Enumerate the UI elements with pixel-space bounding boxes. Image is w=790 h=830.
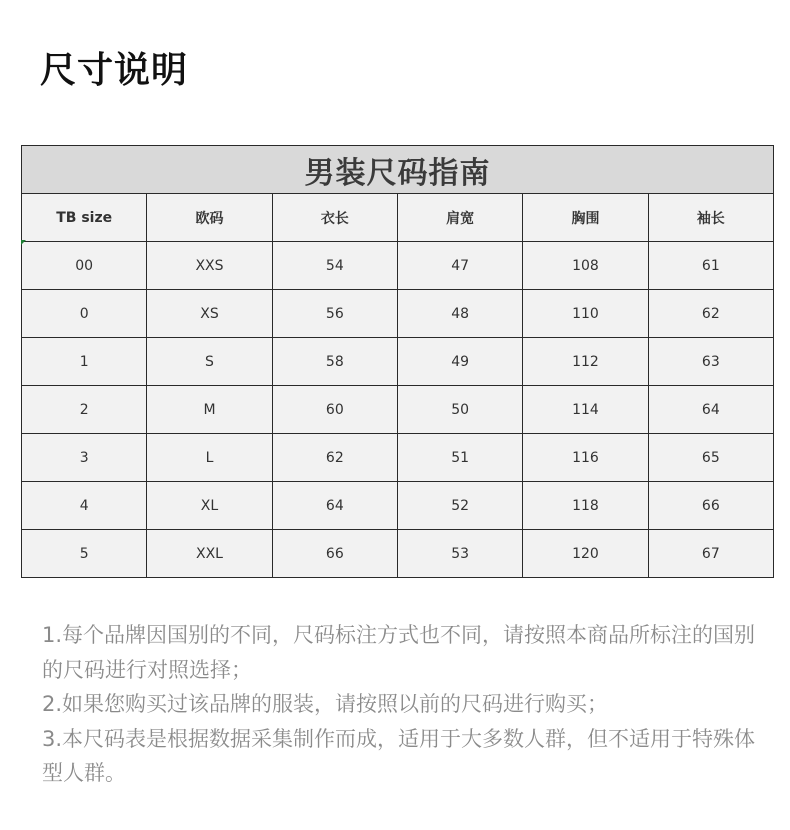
table-cell: 53 <box>397 530 522 578</box>
table-cell: 56 <box>272 290 397 338</box>
table-cell: 3 <box>22 434 147 482</box>
header-eu-size: 欧码 <box>147 194 272 242</box>
note-item: 2.如果您购买过该品牌的服装，请按照以前的尺码进行购买； <box>42 692 609 716</box>
table-cell: 00 <box>22 242 147 290</box>
table-row <box>22 434 774 482</box>
table-row <box>22 386 774 434</box>
table-cell: 108 <box>523 242 648 290</box>
table-cell: 62 <box>648 290 773 338</box>
table-cell: 54 <box>272 242 397 290</box>
header-chest: 胸围 <box>523 194 648 242</box>
table-cell: 118 <box>523 482 648 530</box>
table-cell: 4 <box>22 482 147 530</box>
header-tb-size: TB size <box>22 194 147 242</box>
note-item: 3.本尺码表是根据数据采集制作而成，适用于大多数人群，但不适用于特殊体型人群。 <box>42 726 756 785</box>
table-cell: 67 <box>648 530 773 578</box>
table-cell: XXS <box>147 242 272 290</box>
table-cell: 66 <box>648 482 773 530</box>
table-header-row <box>22 194 774 242</box>
table-cell: 110 <box>523 290 648 338</box>
table-cell: 52 <box>397 482 522 530</box>
table-cell: 64 <box>648 386 773 434</box>
table-cell: 66 <box>272 530 397 578</box>
table-cell: 50 <box>397 386 522 434</box>
page-title: 尺寸说明 <box>40 50 189 91</box>
header-length: 衣长 <box>272 194 397 242</box>
table-cell: 1 <box>22 338 147 386</box>
table-cell: 5 <box>22 530 147 578</box>
table-cell: XS <box>147 290 272 338</box>
table-row <box>22 242 774 290</box>
note-item: 1.每个品牌因国别的不同，尺码标注方式也不同，请按照本商品所标注的国别的尺码进行对照选择； <box>42 623 756 682</box>
table-cell: 2 <box>22 386 147 434</box>
table-cell: 65 <box>648 434 773 482</box>
table-caption-row <box>22 146 774 194</box>
table-row <box>22 290 774 338</box>
header-shoulder: 肩宽 <box>397 194 522 242</box>
table-cell: 116 <box>523 434 648 482</box>
table-cell: XL <box>147 482 272 530</box>
cell-corner-marker <box>21 240 26 245</box>
table-cell: L <box>147 434 272 482</box>
table-cell: M <box>147 386 272 434</box>
table-cell: 120 <box>523 530 648 578</box>
table-cell: 47 <box>397 242 522 290</box>
table-cell: 63 <box>648 338 773 386</box>
table-row <box>22 338 774 386</box>
table-caption: 男装尺码指南 <box>22 146 774 194</box>
size-notes <box>42 618 758 791</box>
header-sleeve: 袖长 <box>648 194 773 242</box>
table-cell: S <box>147 338 272 386</box>
table-cell: 49 <box>397 338 522 386</box>
table-cell: XXL <box>147 530 272 578</box>
size-chart-table <box>21 145 774 578</box>
table-cell: 112 <box>523 338 648 386</box>
table-cell: 64 <box>272 482 397 530</box>
table-row <box>22 482 774 530</box>
table-cell: 58 <box>272 338 397 386</box>
table-cell: 60 <box>272 386 397 434</box>
table-cell: 48 <box>397 290 522 338</box>
table-cell: 0 <box>22 290 147 338</box>
table-cell: 114 <box>523 386 648 434</box>
table-cell: 51 <box>397 434 522 482</box>
table-row <box>22 530 774 578</box>
table-cell: 61 <box>648 242 773 290</box>
table-cell: 62 <box>272 434 397 482</box>
